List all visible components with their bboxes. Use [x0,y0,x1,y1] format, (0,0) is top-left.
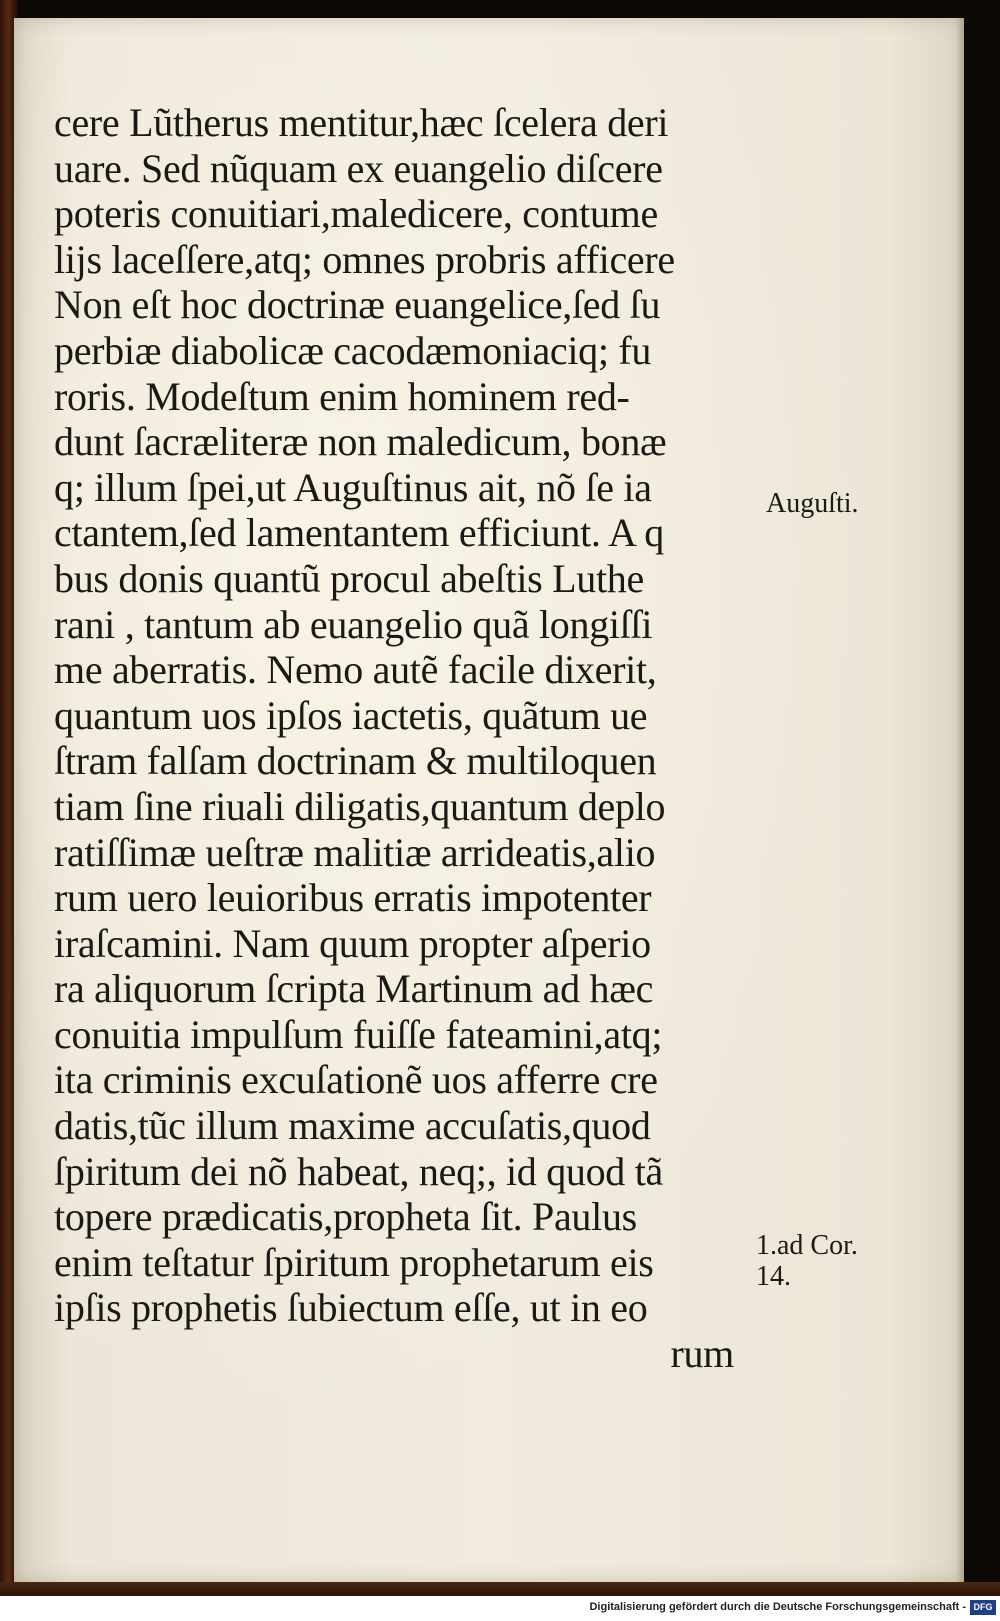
text-line: rani , tantum ab euangelio quã longiſſi [54,601,653,647]
text-line: topere prædicatis,propheta ſit. Paulus [54,1194,637,1240]
book-cover-bottom [0,1582,1000,1596]
text-line: perbiæ diabolicæ cacodæmoniaciq; fu [54,327,652,373]
text-line: enim teſtatur ſpiritum prophetarum eis [54,1239,654,1285]
text-line: conuitia impulſum fuiſſe fateamini,atq; [54,1011,663,1057]
text-line: datis,tũc illum maxime accuſatis,quod [54,1103,651,1149]
text-line: q; illum ſpei,ut Auguſtinus ait, nõ ſe ia [54,464,652,510]
text-line: Non eſt hoc doctrinæ euangelice,ſed ſu [54,282,661,328]
catchword: rum [670,1331,734,1377]
marginal-note-chapter: 14. [756,1261,791,1292]
text-line: ita criminis excuſationẽ uos afferre cre [54,1057,658,1103]
text-line: rum uero leuioribus erratis impotenter [54,875,652,921]
body-text [54,100,774,1377]
text-line: lijs laceſſere,atq; omnes probris afficere [54,236,675,282]
text-line: tiam ſine riuali diligatis,quantum deplo [54,783,666,829]
book-cover-top [0,0,1000,14]
text-line: quantum uos ipſos iactetis, quãtum ue [54,692,648,738]
text-line: me aberratis. Nemo autẽ facile dixerit, [54,647,657,693]
text-line: ratiſſimæ ueſtræ malitiæ arrideatis,alio [54,829,656,875]
digitization-footer [0,1596,1000,1621]
marginal-note-augustinus: Auguſti. [766,488,859,519]
text-line: ctantem,ſed lamentantem efficiunt. A q [54,510,664,556]
text-line: cere Lũtherus mentitur,hæc ſcelera deri [54,100,669,145]
dfg-credit-text: Digitalisierung gefördert durch die Deutsche Forschungsgemeinschaft - [589,1601,966,1613]
text-line: dunt ſacræliteræ non maledicum, bonæ [54,419,667,465]
text-line: poteris conuitiari,maledicere, contume [54,191,658,237]
paper-page [14,18,964,1582]
page-edge-shadow [956,18,964,1582]
text-line: bus donis quantũ procul abeſtis Luthe [54,555,644,601]
dfg-logo-icon: DFG [970,1600,996,1615]
text-line: ra aliquorum ſcripta Martinum ad hæc [54,966,654,1012]
text-line: ſpiritum dei nõ habeat, neq;, id quod tã [54,1148,663,1194]
text-line: roris. Modeſtum enim hominem red- [54,373,630,419]
text-line: uare. Sed nũquam ex euangelio diſcere [54,145,663,191]
text-line: ipſis prophetis ſubiectum eſſe, ut in eo [54,1285,648,1331]
marginal-note-corinthians: 1.ad Cor. [756,1230,858,1261]
text-line: iraſcamini. Nam quum propter aſperio [54,920,651,966]
text-line: ſtram falſam doctrinam & multiloquen [54,738,657,784]
